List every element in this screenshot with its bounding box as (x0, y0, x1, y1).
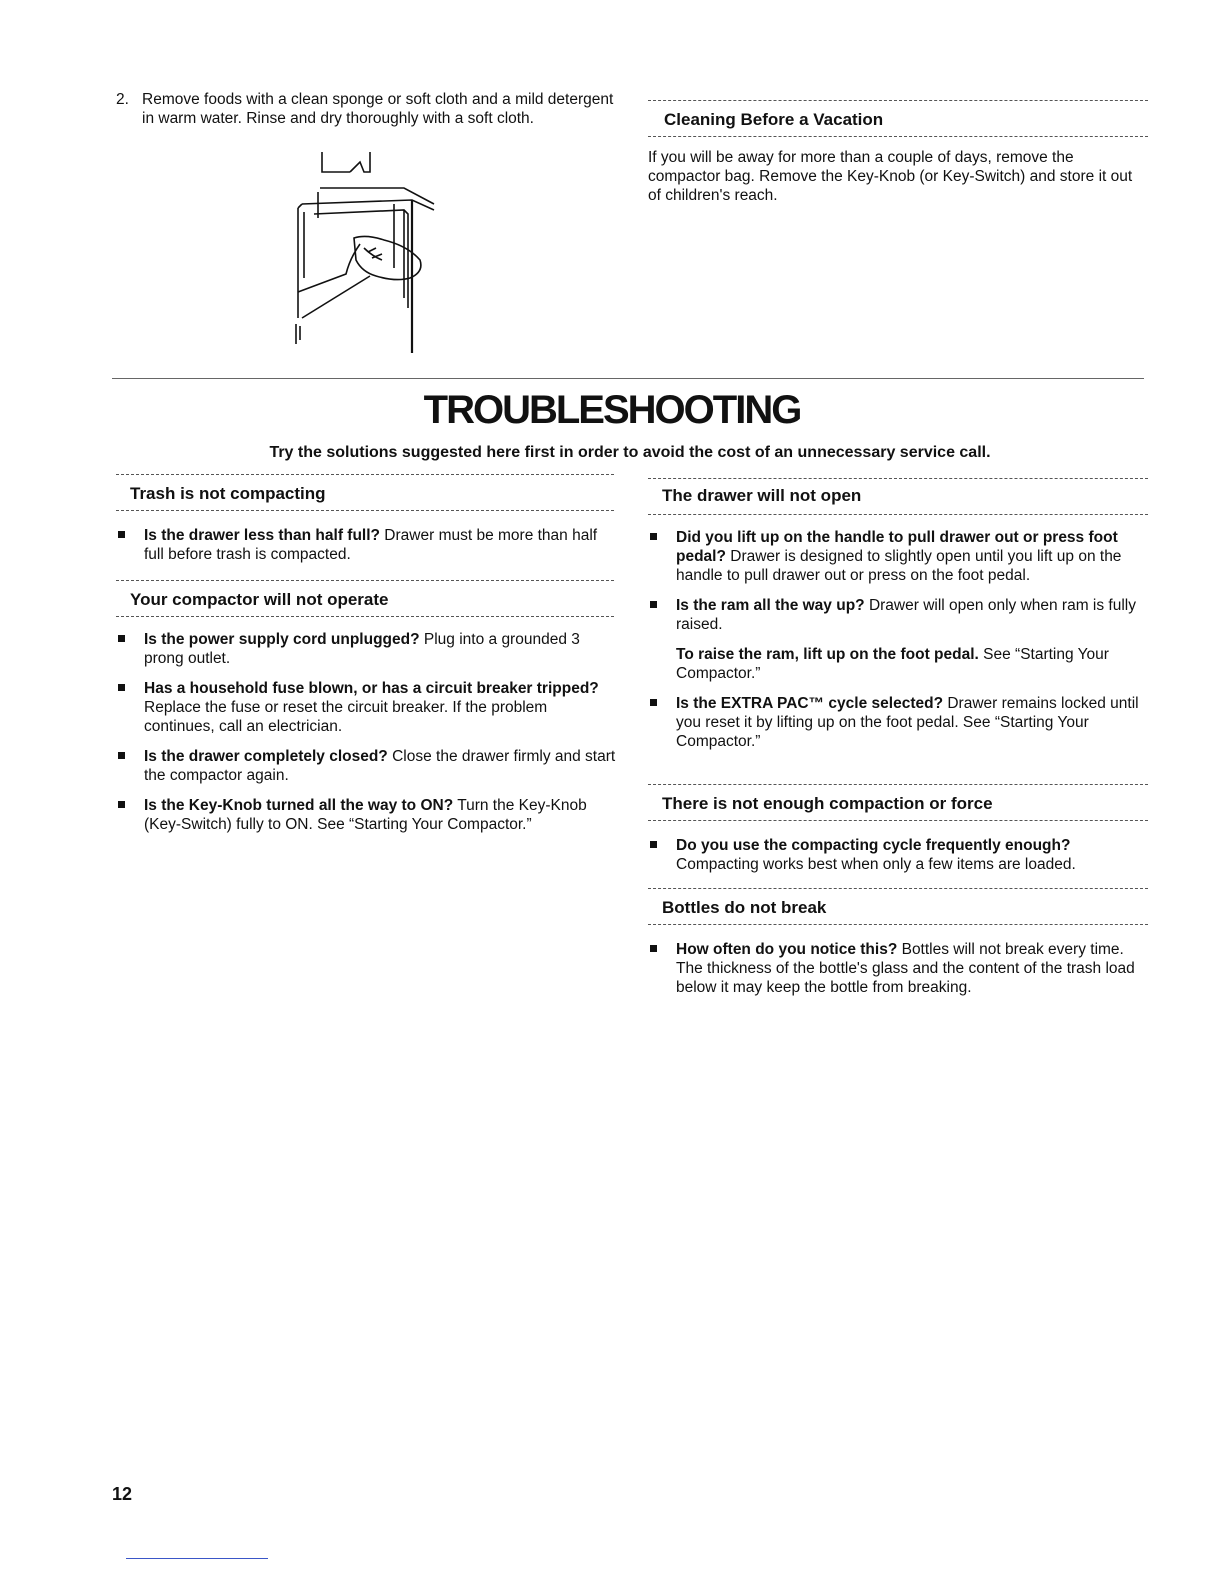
cleaning-before-vacation-section (648, 100, 1148, 205)
answer: Compacting works best when only a few items are loaded. (676, 856, 1076, 873)
page-title: TROUBLESHOOTING (423, 388, 801, 432)
section-rule (648, 478, 1148, 479)
list-item (116, 630, 616, 668)
page-subtitle: Try the solutions suggested here first in order to avoid the cost of an unnecessary service call. (269, 444, 991, 461)
answer: Turn the Key-Knob (Key-Switch) fully to ON. See “Starting Your Compactor.” (144, 797, 587, 833)
question: Did you lift up on the handle to pull drawer out or press foot pedal? (676, 529, 1118, 565)
square-bullet-icon (650, 841, 657, 848)
question: Has a household fuse blown, or has a circuit breaker tripped? (144, 680, 599, 697)
footer-line (126, 1558, 268, 1559)
answer: Replace the fuse or reset the circuit breaker. If the problem continues, call an electrician. (144, 699, 548, 735)
question: Is the Key-Knob turned all the way to ON? (144, 797, 454, 814)
section-title: The drawer will not open (662, 486, 862, 505)
step-2 (116, 90, 616, 128)
list-item (116, 747, 616, 785)
question: Is the drawer less than half full? (144, 527, 380, 544)
section-rule (116, 474, 614, 475)
section-rule (116, 510, 614, 511)
section-title: Trash is not compacting (130, 484, 326, 503)
hand-wiping-drawer-illustration (284, 148, 454, 358)
answer: Bottles will not break every time. The thickness of the bottle's glass and the content of the trash load below it may keep the bottle from breaking. (676, 941, 1135, 996)
section-rule (648, 888, 1148, 889)
note (648, 645, 1148, 683)
answer: Drawer remains locked until you reset it by lifting up on the foot pedal. See “Starting Your Compactor.” (676, 695, 1139, 750)
question: Is the EXTRA PAC™ cycle selected? (676, 695, 944, 712)
answer: Drawer will open only when ram is fully raised. (676, 597, 1136, 633)
square-bullet-icon (118, 801, 125, 808)
square-bullet-icon (650, 601, 657, 608)
section-title: Bottles do not break (662, 898, 827, 917)
list-item (116, 796, 616, 834)
section-items (648, 940, 1148, 997)
step-text: Remove foods with a clean sponge or soft cloth and a mild detergent in warm water. Rinse and dry thoroughly with a soft cloth. (142, 91, 614, 127)
section-rule (648, 136, 1148, 137)
section-rule (648, 924, 1148, 925)
section-compactor-will-not-operate (116, 590, 616, 610)
square-bullet-icon (118, 635, 125, 642)
section-text: If you will be away for more than a couple of days, remove the compactor bag. Remove the Key-Knob (or Key-Switch) and store it out of children's reach. (648, 149, 1133, 204)
section-rule (648, 514, 1148, 515)
section-not-enough-compaction (648, 794, 1148, 814)
square-bullet-icon (118, 752, 125, 759)
list-item (648, 836, 1148, 874)
section-title: There is not enough compaction or force (662, 794, 993, 813)
section-rule (116, 616, 614, 617)
main-divider (112, 378, 1144, 379)
question: Is the drawer completely closed? (144, 748, 388, 765)
section-drawer-will-not-open (648, 486, 1148, 506)
list-item (648, 528, 1148, 585)
answer: Close the drawer firmly and start the compactor again. (144, 748, 616, 784)
list-item (648, 940, 1148, 997)
square-bullet-icon (650, 533, 657, 540)
section-items (116, 630, 616, 834)
step-number: 2. (116, 91, 129, 108)
section-title: Cleaning Before a Vacation (664, 110, 884, 129)
note-text: See “Starting Your Compactor.” (676, 646, 1109, 682)
list-item (116, 526, 616, 564)
square-bullet-icon (118, 684, 125, 691)
square-bullet-icon (650, 699, 657, 706)
square-bullet-icon (650, 945, 657, 952)
list-item (116, 679, 616, 736)
question: Do you use the compacting cycle frequently enough? (676, 837, 1071, 854)
section-rule (648, 784, 1148, 785)
page-number: 12 (112, 1484, 133, 1504)
note-bold: To raise the ram, lift up on the foot pedal. (676, 646, 979, 663)
section-items (648, 836, 1148, 874)
question: Is the power supply cord unplugged? (144, 631, 420, 648)
section-trash-not-compacting (116, 484, 616, 504)
answer: Drawer is designed to slightly open until you lift up on the handle to pull drawer out or press on the foot pedal. (676, 548, 1122, 584)
section-title: Your compactor will not operate (130, 590, 389, 609)
answer: Plug into a grounded 3 prong outlet. (144, 631, 580, 667)
section-rule (648, 820, 1148, 821)
question: How often do you notice this? (676, 941, 898, 958)
square-bullet-icon (118, 531, 125, 538)
list-item (648, 596, 1148, 634)
section-items (648, 528, 1148, 751)
list-item (648, 694, 1148, 751)
answer: Drawer must be more than half full before trash is compacted. (144, 527, 598, 563)
section-rule (116, 580, 614, 581)
section-items (116, 526, 616, 564)
section-bottles-do-not-break (648, 898, 1148, 918)
question: Is the ram all the way up? (676, 597, 865, 614)
